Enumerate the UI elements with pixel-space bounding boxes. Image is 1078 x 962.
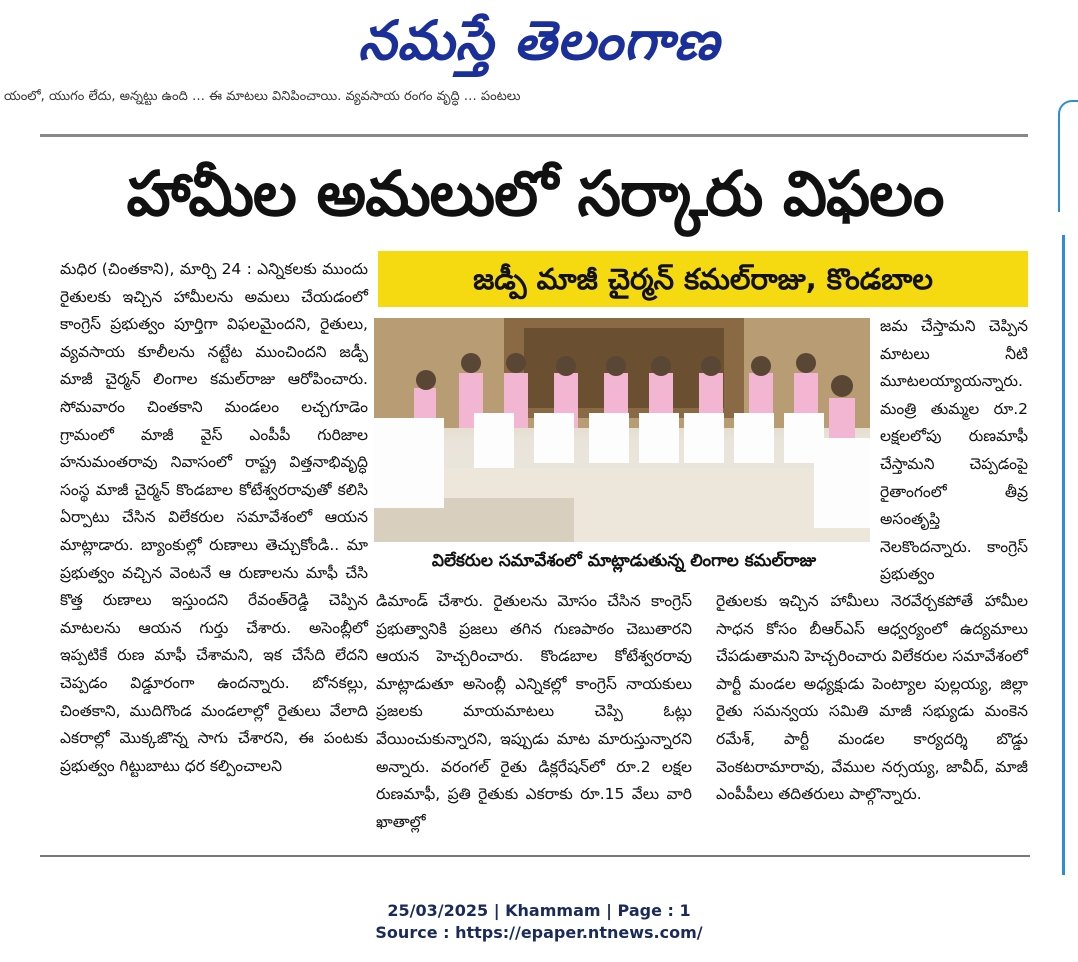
column-3-text: రైతులకు ఇచ్చిన హామీలు నెరవేర్చకపోతే హామీల సాధన కోసం బీఆర్‌ఎస్ ఆధ్వర్యంలో ఉద్యమాలు చేపడుతామని హెచ్చరించారు విలేకరుల సమావేశంలో పార్టీ మండల అధ్యక్షుడు పెంట్యాల పుల్లయ్య, జిల్లా రైతు సమన్వయ సమితి మాజీ సభ్యుడు మంకెన రమేశ్, పార్టీ మండల కార్యదర్శి బొడ్డు వెంకటరామారావు, వేముల నర్సయ్య, జావీద్, మాజీ ఎంపీపీలు తదితరులు పాల్గొన్నారు. [716, 592, 1028, 804]
article-column-1 [60, 256, 368, 780]
article-column-3 [716, 588, 1028, 809]
press-meet-illustration [374, 318, 870, 542]
newspaper-logo: నమస్తే తెలంగాణ [358, 8, 720, 72]
article-column-4 [880, 313, 1028, 589]
edition-info: 25/03/2025 | Khammam | Page : 1 [387, 901, 691, 920]
bottom-divider [40, 855, 1030, 857]
adjacent-article-border-lower [1062, 235, 1078, 875]
source-link[interactable]: Source : https://epaper.ntnews.com/ [375, 923, 703, 942]
article-column-2 [376, 588, 692, 836]
column-1-text: మధిర (చింతకాని), మార్చి 24 : ఎన్నికలకు ముందు రైతులకు ఇచ్చిన హామీలను అమలు చేయడంలో కాంగ్రెస్ ప్రభుత్వం పూర్తిగా విఫలమైందని, రైతులు, వ్యవసాయ కూలీలను నట్టేట ముంచిందని జడ్పీ మాజీ చైర్మన్ లింగాల కమల్‌రాజు ఆరోపించారు. సోమవారం చింతకాని మండలం లచ్చగూడెం గ్రామంలో మాజీ వైస్ ఎంపీపీ గురిజాల హనుమంతరావు నివాసంలో రాష్ట్ర విత్తనాభివృద్ధి సంస్థ మాజీ చైర్మన్ కొండబాల కోటేశ్వరరావుతో కలిసి ఏర్పాటు చేసిన విలేకరుల సమావేశంలో ఆయన మాట్లాడారు. బ్యాంకుల్లో రుణాలు తెచ్చుకోండి.. మా ప్రభుత్వం వచ్చిన వెంటనే ఆ రుణాలను మాఫీ చేసి కొత్త రుణాలు ఇస్తుందని రేవంత్‌రెడ్డి చెప్పిన మాటలను ఆయన గుర్తు చేశారు. అసెంబ్లీలో ఇప్పటికే రుణ మాఫీ చేశామని, ఇక చేసేది లేదని చెప్పడం విడ్డూరంగా ఉందన్నారు. బోనకల్లు, చింతకాని, ముదిగొండ మండలాల్లో రైతులు వేలాది ఎకరాల్లో మొక్కజొన్న సాగు చేశారని, ఈ పంటకు ప్రభుత్వం గిట్టుబాటు ధర కల్పించాలని [60, 260, 368, 775]
press-meet-photo [374, 318, 870, 542]
column-4-text: జమ చేస్తామని చెప్పిన మాటలు నీటి మూటలయ్యాయన్నారు. మంత్రి తుమ్మల రూ.2 లక్షలలోపు రుణమాఫీ చేస్తామని చెప్పడంపై రైతాంగంలో తీవ్ర అసంతృప్తి నెలకొందన్నారు. కాంగ్రెస్ ప్రభుత్వం [880, 317, 1028, 584]
column-2-text: డిమాండ్ చేశారు. రైతులను మోసం చేసిన కాంగ్రెస్ ప్రభుత్వానికి ప్రజలు తగిన గుణపాఠం చెబుతారని ఆయన హెచ్చరించారు. కొండబాల కోటేశ్వరరావు మాట్లాడుతూ అసెంబ్లీ ఎన్నికల్లో కాంగ్రెస్ నాయకులు ప్రజలకు మాయమాటలు చెప్పి ఓట్లు వేయించుకున్నారని, ఇప్పుడు మాట మారుస్తున్నారని అన్నారు. వరంగల్ రైతు డిక్లరేషన్‌లో రూ.2 లక్షల రుణమాఫీ, ప్రతి రైతుకు ఎకరాకు రూ.15 వేలు వారి ఖాతాల్లో [376, 592, 692, 831]
article-headline: హామీల అమలులో సర్కారు విఫలం [126, 157, 944, 230]
photo-caption: విలేకరుల సమావేశంలో మాట్లాడుతున్న లింగాల కమల్‌రాజు [431, 551, 817, 571]
previous-article-fragment: యంలో, యుగం లేదు, అన్నట్టు ఉంది … ఈ మాటలు వినిపించాయి. వ్యవసాయ రంగం వృద్ధి … పంటలు [4, 89, 521, 104]
top-divider [40, 134, 1028, 137]
masthead [0, 4, 1078, 76]
adjacent-article-border [1058, 100, 1078, 212]
article-subheadline: జడ్పీ మాజీ చైర్మన్ కమల్‌రాజు, కొండబాల [378, 251, 1028, 307]
next-article-fragment [40, 870, 1030, 884]
